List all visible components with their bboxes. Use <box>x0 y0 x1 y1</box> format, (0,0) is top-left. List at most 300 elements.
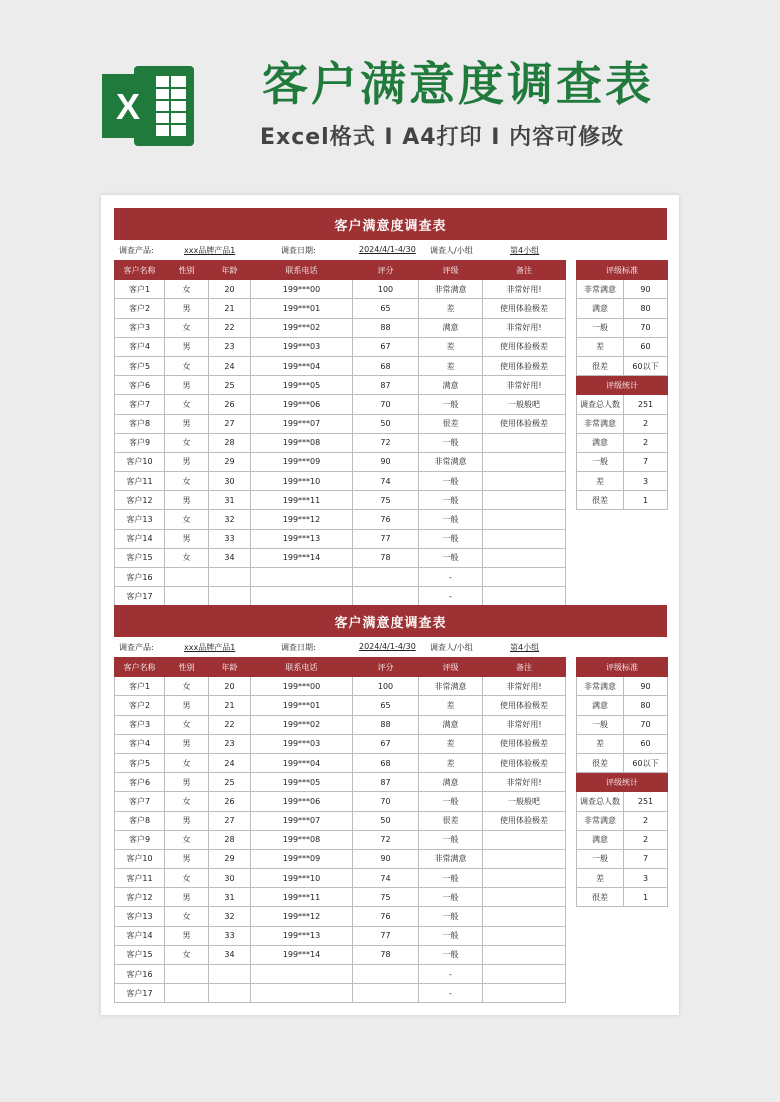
table-cell[interactable]: 客户6 <box>115 376 165 395</box>
table-cell[interactable]: 21 <box>209 299 251 318</box>
table-cell[interactable] <box>483 548 566 567</box>
table-cell[interactable]: 70 <box>353 395 419 414</box>
table-cell[interactable]: 199***02 <box>251 715 353 734</box>
table-cell[interactable]: 20 <box>209 280 251 299</box>
table-cell[interactable]: 2 <box>624 811 668 830</box>
table-cell[interactable]: 一般 <box>419 510 483 529</box>
table-cell[interactable]: 女 <box>165 356 209 375</box>
table-cell[interactable]: 客户5 <box>115 356 165 375</box>
table-row <box>115 337 566 356</box>
table-cell[interactable]: 客户2 <box>115 299 165 318</box>
table-cell[interactable]: 客户13 <box>115 907 165 926</box>
table-cell[interactable]: 女 <box>165 830 209 849</box>
table-row <box>115 433 566 452</box>
table-cell[interactable]: 25 <box>209 376 251 395</box>
table-cell[interactable] <box>353 568 419 587</box>
table-cell[interactable]: 199***12 <box>251 510 353 529</box>
table-cell[interactable]: 199***03 <box>251 337 353 356</box>
table-cell[interactable]: 客户1 <box>115 280 165 299</box>
table-cell[interactable]: 客户14 <box>115 926 165 945</box>
column-header: 年龄 <box>209 658 251 677</box>
table-cell[interactable]: 30 <box>209 869 251 888</box>
table-cell[interactable]: 客户4 <box>115 337 165 356</box>
table-cell[interactable]: 199***09 <box>251 452 353 471</box>
table-cell[interactable]: 客户17 <box>115 984 165 1003</box>
table-cell[interactable]: 非常满意 <box>419 677 483 696</box>
table-cell[interactable]: 32 <box>209 510 251 529</box>
table-cell[interactable]: 199***07 <box>251 414 353 433</box>
table-cell[interactable]: 客户16 <box>115 568 165 587</box>
table-cell[interactable]: 使用体验极差 <box>483 299 566 318</box>
table-cell[interactable]: 199***10 <box>251 472 353 491</box>
table-cell[interactable] <box>483 888 566 907</box>
table-cell[interactable] <box>483 945 566 964</box>
table-cell[interactable]: 客户14 <box>115 529 165 548</box>
table-cell[interactable]: 29 <box>209 849 251 868</box>
table-cell[interactable]: 1 <box>624 491 668 510</box>
rating-standard-row <box>577 677 668 696</box>
table-cell[interactable]: 一般般吧 <box>483 792 566 811</box>
table-cell[interactable]: 26 <box>209 792 251 811</box>
table-cell[interactable]: 23 <box>209 734 251 753</box>
table-cell[interactable]: 31 <box>209 888 251 907</box>
table-cell[interactable]: 199***10 <box>251 869 353 888</box>
table-cell[interactable]: 100 <box>353 677 419 696</box>
table-cell[interactable] <box>165 568 209 587</box>
table-cell[interactable]: 很差 <box>577 356 624 375</box>
table-cell[interactable]: 男 <box>165 888 209 907</box>
table-cell[interactable]: 26 <box>209 395 251 414</box>
table-cell[interactable]: 非常好用! <box>483 773 566 792</box>
table-cell[interactable] <box>209 587 251 606</box>
table-cell[interactable]: 一般 <box>577 849 624 868</box>
table-cell[interactable]: 客户7 <box>115 395 165 414</box>
table-cell[interactable] <box>251 965 353 984</box>
table-cell[interactable]: 199***05 <box>251 773 353 792</box>
table-cell[interactable] <box>209 984 251 1003</box>
table-cell[interactable]: 使用体验极差 <box>483 696 566 715</box>
table-cell[interactable]: 78 <box>353 548 419 567</box>
table-cell[interactable]: 3 <box>624 869 668 888</box>
table-cell[interactable]: 非常好用! <box>483 376 566 395</box>
table-cell[interactable] <box>353 965 419 984</box>
table-cell[interactable] <box>165 984 209 1003</box>
table-cell[interactable]: 199***00 <box>251 280 353 299</box>
table-cell[interactable]: 25 <box>209 773 251 792</box>
table-cell[interactable]: 22 <box>209 715 251 734</box>
table-cell[interactable]: 87 <box>353 773 419 792</box>
table-cell[interactable]: 33 <box>209 926 251 945</box>
table-cell[interactable]: 很差 <box>419 414 483 433</box>
table-cell[interactable]: 199***02 <box>251 318 353 337</box>
column-header: 客户名称 <box>115 261 165 280</box>
table-cell[interactable]: 199***11 <box>251 491 353 510</box>
table-cell[interactable]: 客户8 <box>115 414 165 433</box>
table-cell[interactable]: 50 <box>353 811 419 830</box>
table-cell[interactable]: 199***12 <box>251 907 353 926</box>
table-cell[interactable]: 使用体验极差 <box>483 753 566 772</box>
table-cell[interactable]: 男 <box>165 849 209 868</box>
table-cell[interactable]: 客户2 <box>115 696 165 715</box>
table-cell[interactable]: 非常满意 <box>577 677 624 696</box>
table-cell[interactable]: 76 <box>353 907 419 926</box>
table-cell[interactable]: 女 <box>165 945 209 964</box>
table-cell[interactable]: 21 <box>209 696 251 715</box>
table-cell[interactable]: 77 <box>353 926 419 945</box>
table-cell[interactable]: 客户11 <box>115 869 165 888</box>
table-cell[interactable]: 客户9 <box>115 830 165 849</box>
table-cell[interactable] <box>483 849 566 868</box>
table-cell[interactable]: 199***04 <box>251 753 353 772</box>
table-cell[interactable] <box>209 965 251 984</box>
table-cell[interactable]: 75 <box>353 491 419 510</box>
table-cell[interactable]: 使用体验极差 <box>483 811 566 830</box>
table-cell[interactable]: 199***05 <box>251 376 353 395</box>
table-cell[interactable]: 199***04 <box>251 356 353 375</box>
table-cell[interactable]: 非常好用! <box>483 715 566 734</box>
table-cell[interactable] <box>483 926 566 945</box>
table-cell[interactable]: 24 <box>209 753 251 772</box>
table-cell[interactable]: 70 <box>624 318 668 337</box>
table-cell[interactable]: 调查总人数 <box>577 395 624 414</box>
table-cell[interactable]: 非常满意 <box>577 280 624 299</box>
table-cell[interactable]: 100 <box>353 280 419 299</box>
table-cell[interactable]: 一般 <box>419 907 483 926</box>
table-cell[interactable]: 一般般吧 <box>483 395 566 414</box>
table-cell[interactable]: 87 <box>353 376 419 395</box>
table-cell[interactable]: 251 <box>624 395 668 414</box>
table-cell[interactable]: 非常满意 <box>419 280 483 299</box>
table-cell[interactable]: 客户6 <box>115 773 165 792</box>
table-header-row <box>115 261 566 280</box>
table-cell[interactable]: 60 <box>624 337 668 356</box>
table-cell[interactable]: 满意 <box>577 696 624 715</box>
customer-table <box>114 260 566 606</box>
table-cell[interactable]: 一般 <box>419 433 483 452</box>
table-cell[interactable]: 72 <box>353 830 419 849</box>
table-cell[interactable]: 客户17 <box>115 587 165 606</box>
table-cell[interactable]: 差 <box>577 337 624 356</box>
table-cell[interactable]: 客户12 <box>115 491 165 510</box>
table-cell[interactable]: 非常满意 <box>419 452 483 471</box>
table-cell[interactable]: 68 <box>353 356 419 375</box>
product-value[interactable]: xxx品牌产品1 <box>184 246 236 255</box>
table-cell[interactable] <box>483 452 566 471</box>
table-cell[interactable]: 很差 <box>577 491 624 510</box>
table-cell[interactable] <box>483 907 566 926</box>
table-cell[interactable]: 60以下 <box>624 356 668 375</box>
table-cell[interactable] <box>353 587 419 606</box>
table-cell[interactable]: 非常满意 <box>419 849 483 868</box>
table-cell[interactable]: 27 <box>209 811 251 830</box>
table-cell[interactable] <box>251 587 353 606</box>
table-cell[interactable]: 2 <box>624 433 668 452</box>
table-cell[interactable]: 199***08 <box>251 433 353 452</box>
table-cell[interactable]: 一般 <box>419 869 483 888</box>
table-cell[interactable]: 男 <box>165 491 209 510</box>
table-cell[interactable]: 很差 <box>419 811 483 830</box>
table-cell[interactable]: 74 <box>353 869 419 888</box>
table-cell[interactable]: 女 <box>165 318 209 337</box>
table-cell[interactable]: 客户3 <box>115 715 165 734</box>
table-cell[interactable]: 199***07 <box>251 811 353 830</box>
table-cell[interactable]: 199***01 <box>251 696 353 715</box>
table-cell[interactable]: 女 <box>165 280 209 299</box>
table-cell[interactable]: 29 <box>209 452 251 471</box>
table-cell[interactable]: - <box>419 587 483 606</box>
table-cell[interactable]: 一般 <box>577 318 624 337</box>
table-cell[interactable]: 一般 <box>419 395 483 414</box>
table-cell[interactable]: 7 <box>624 452 668 471</box>
table-cell[interactable]: 使用体验极差 <box>483 734 566 753</box>
table-cell[interactable]: 满意 <box>419 318 483 337</box>
table-cell[interactable]: 满意 <box>419 773 483 792</box>
table-cell[interactable]: 74 <box>353 472 419 491</box>
table-cell[interactable]: 31 <box>209 491 251 510</box>
table-cell[interactable]: 76 <box>353 510 419 529</box>
table-cell[interactable] <box>483 491 566 510</box>
table-cell[interactable] <box>483 433 566 452</box>
table-cell[interactable]: 差 <box>577 734 624 753</box>
rating-standard-title: 评级标准 <box>577 261 668 280</box>
table-cell[interactable]: 199***00 <box>251 677 353 696</box>
table-cell[interactable]: 一般 <box>419 529 483 548</box>
table-cell[interactable]: 199***03 <box>251 734 353 753</box>
table-cell[interactable]: 199***06 <box>251 792 353 811</box>
table-cell[interactable]: 60以下 <box>624 753 668 772</box>
table-cell[interactable]: 一般 <box>419 945 483 964</box>
table-cell[interactable]: 客户16 <box>115 965 165 984</box>
table-cell[interactable]: 80 <box>624 299 668 318</box>
table-cell[interactable]: 一般 <box>577 715 624 734</box>
table-cell[interactable]: 199***13 <box>251 926 353 945</box>
table-cell[interactable]: 客户9 <box>115 433 165 452</box>
table-cell[interactable]: 女 <box>165 715 209 734</box>
table-cell[interactable] <box>483 568 566 587</box>
table-cell[interactable]: 一般 <box>419 830 483 849</box>
table-cell[interactable]: 女 <box>165 548 209 567</box>
table-cell[interactable]: 20 <box>209 677 251 696</box>
table-cell[interactable] <box>483 510 566 529</box>
table-row <box>115 299 566 318</box>
table-cell[interactable]: 客户7 <box>115 792 165 811</box>
table-cell[interactable]: 男 <box>165 376 209 395</box>
table-cell[interactable]: - <box>419 965 483 984</box>
table-cell[interactable]: 非常好用! <box>483 677 566 696</box>
table-cell[interactable]: 67 <box>353 734 419 753</box>
table-cell[interactable]: 一般 <box>419 792 483 811</box>
table-cell[interactable]: 68 <box>353 753 419 772</box>
table-cell[interactable]: 客户15 <box>115 945 165 964</box>
table-cell[interactable] <box>483 869 566 888</box>
table-cell[interactable]: 30 <box>209 472 251 491</box>
table-cell[interactable]: 33 <box>209 529 251 548</box>
table-cell[interactable]: 差 <box>419 337 483 356</box>
table-cell[interactable]: 很差 <box>577 888 624 907</box>
table-cell[interactable] <box>483 830 566 849</box>
table-cell[interactable]: 90 <box>353 849 419 868</box>
table-cell[interactable]: 65 <box>353 299 419 318</box>
table-cell[interactable]: 80 <box>624 696 668 715</box>
table-cell[interactable]: 使用体验极差 <box>483 356 566 375</box>
table-cell[interactable]: 60 <box>624 734 668 753</box>
table-cell[interactable]: 客户12 <box>115 888 165 907</box>
table-cell[interactable]: 88 <box>353 715 419 734</box>
table-cell[interactable]: 一般 <box>419 926 483 945</box>
table-cell[interactable]: 251 <box>624 792 668 811</box>
table-cell[interactable]: 女 <box>165 792 209 811</box>
table-cell[interactable]: 男 <box>165 773 209 792</box>
table-cell[interactable]: 差 <box>419 356 483 375</box>
date-value[interactable]: 2024/4/1-4/30 <box>359 642 416 651</box>
table-cell[interactable]: 一般 <box>419 472 483 491</box>
table-cell[interactable]: 满意 <box>577 830 624 849</box>
table-cell[interactable]: 77 <box>353 529 419 548</box>
table-cell[interactable]: 2 <box>624 830 668 849</box>
table-cell[interactable]: 差 <box>419 696 483 715</box>
table-cell[interactable]: 女 <box>165 395 209 414</box>
team-value[interactable]: 第4小组 <box>510 246 540 255</box>
table-cell[interactable]: 70 <box>353 792 419 811</box>
table-cell[interactable]: 满意 <box>419 376 483 395</box>
table-cell[interactable]: 女 <box>165 510 209 529</box>
table-cell[interactable]: 3 <box>624 472 668 491</box>
table-cell[interactable]: 199***08 <box>251 830 353 849</box>
table-cell[interactable]: 男 <box>165 299 209 318</box>
table-cell[interactable]: 女 <box>165 472 209 491</box>
table-cell[interactable]: 27 <box>209 414 251 433</box>
table-cell[interactable]: 调查总人数 <box>577 792 624 811</box>
table-cell[interactable]: 70 <box>624 715 668 734</box>
table-cell[interactable] <box>483 984 566 1003</box>
table-cell[interactable]: 满意 <box>577 299 624 318</box>
table-cell[interactable]: 客户10 <box>115 452 165 471</box>
date-value[interactable]: 2024/4/1-4/30 <box>359 245 416 254</box>
table-cell[interactable]: 女 <box>165 753 209 772</box>
table-cell[interactable]: 男 <box>165 414 209 433</box>
team-value[interactable]: 第4小组 <box>510 643 540 652</box>
table-cell[interactable] <box>251 984 353 1003</box>
table-cell[interactable]: 男 <box>165 734 209 753</box>
table-cell[interactable]: 满意 <box>577 433 624 452</box>
table-cell[interactable]: 非常满意 <box>577 414 624 433</box>
table-cell[interactable]: 客户10 <box>115 849 165 868</box>
table-cell[interactable]: 差 <box>577 472 624 491</box>
table-cell[interactable]: 90 <box>624 280 668 299</box>
table-cell[interactable]: 199***14 <box>251 548 353 567</box>
table-cell[interactable]: 88 <box>353 318 419 337</box>
table-cell[interactable]: 男 <box>165 337 209 356</box>
table-cell[interactable]: 28 <box>209 433 251 452</box>
table-cell[interactable]: 199***14 <box>251 945 353 964</box>
table-cell[interactable]: 女 <box>165 907 209 926</box>
table-cell[interactable]: 客户13 <box>115 510 165 529</box>
table-cell[interactable]: 23 <box>209 337 251 356</box>
table-cell[interactable] <box>353 984 419 1003</box>
table-cell[interactable] <box>165 965 209 984</box>
table-cell[interactable]: 90 <box>353 452 419 471</box>
table-cell[interactable]: 一般 <box>419 888 483 907</box>
table-cell[interactable]: 一般 <box>577 452 624 471</box>
survey-info-row <box>114 240 667 260</box>
table-cell[interactable] <box>483 965 566 984</box>
table-cell[interactable]: 非常好用! <box>483 280 566 299</box>
table-cell[interactable]: 67 <box>353 337 419 356</box>
table-cell[interactable] <box>483 472 566 491</box>
table-cell[interactable]: 客户15 <box>115 548 165 567</box>
table-cell[interactable]: 客户8 <box>115 811 165 830</box>
table-cell[interactable]: 22 <box>209 318 251 337</box>
table-cell[interactable]: 客户1 <box>115 677 165 696</box>
table-cell[interactable]: 客户5 <box>115 753 165 772</box>
table-cell[interactable]: 客户4 <box>115 734 165 753</box>
table-cell[interactable]: 客户3 <box>115 318 165 337</box>
table-cell[interactable]: 使用体验极差 <box>483 414 566 433</box>
table-cell[interactable]: 34 <box>209 945 251 964</box>
table-cell[interactable]: 28 <box>209 830 251 849</box>
table-row <box>115 753 566 772</box>
table-cell[interactable]: 男 <box>165 529 209 548</box>
table-cell[interactable]: 90 <box>624 677 668 696</box>
table-cell[interactable]: 32 <box>209 907 251 926</box>
table-cell[interactable]: 使用体验极差 <box>483 337 566 356</box>
table-cell[interactable]: 34 <box>209 548 251 567</box>
table-cell[interactable]: 客户11 <box>115 472 165 491</box>
table-cell[interactable]: 男 <box>165 452 209 471</box>
table-cell[interactable] <box>251 568 353 587</box>
product-value[interactable]: xxx品牌产品1 <box>184 643 236 652</box>
table-cell[interactable]: - <box>419 984 483 1003</box>
table-cell[interactable]: 72 <box>353 433 419 452</box>
table-cell[interactable]: 非常满意 <box>577 811 624 830</box>
table-cell[interactable]: 199***09 <box>251 849 353 868</box>
table-cell[interactable]: 差 <box>419 299 483 318</box>
table-cell[interactable]: 很差 <box>577 753 624 772</box>
table-cell[interactable]: 199***01 <box>251 299 353 318</box>
table-cell[interactable]: 一般 <box>419 491 483 510</box>
table-row <box>115 395 566 414</box>
table-cell[interactable] <box>483 529 566 548</box>
table-cell[interactable]: 24 <box>209 356 251 375</box>
table-cell[interactable]: - <box>419 568 483 587</box>
table-cell[interactable]: 非常好用! <box>483 318 566 337</box>
table-cell[interactable]: 满意 <box>419 715 483 734</box>
table-cell[interactable]: 一般 <box>419 548 483 567</box>
table-cell[interactable]: 2 <box>624 414 668 433</box>
table-cell[interactable] <box>165 587 209 606</box>
table-cell[interactable]: 女 <box>165 433 209 452</box>
table-cell[interactable]: 差 <box>419 753 483 772</box>
table-cell[interactable]: 78 <box>353 945 419 964</box>
table-cell[interactable]: 199***06 <box>251 395 353 414</box>
table-cell[interactable]: 差 <box>419 734 483 753</box>
table-cell[interactable]: 65 <box>353 696 419 715</box>
table-cell[interactable]: 1 <box>624 888 668 907</box>
table-cell[interactable]: 199***13 <box>251 529 353 548</box>
table-cell[interactable]: 女 <box>165 869 209 888</box>
table-cell[interactable]: 女 <box>165 677 209 696</box>
table-cell[interactable]: 7 <box>624 849 668 868</box>
table-cell[interactable]: 差 <box>577 869 624 888</box>
table-cell[interactable]: 75 <box>353 888 419 907</box>
table-cell[interactable]: 50 <box>353 414 419 433</box>
table-cell[interactable] <box>209 568 251 587</box>
table-cell[interactable]: 男 <box>165 696 209 715</box>
table-cell[interactable]: 199***11 <box>251 888 353 907</box>
table-cell[interactable]: 男 <box>165 926 209 945</box>
table-cell[interactable]: 男 <box>165 811 209 830</box>
table-cell[interactable] <box>483 587 566 606</box>
